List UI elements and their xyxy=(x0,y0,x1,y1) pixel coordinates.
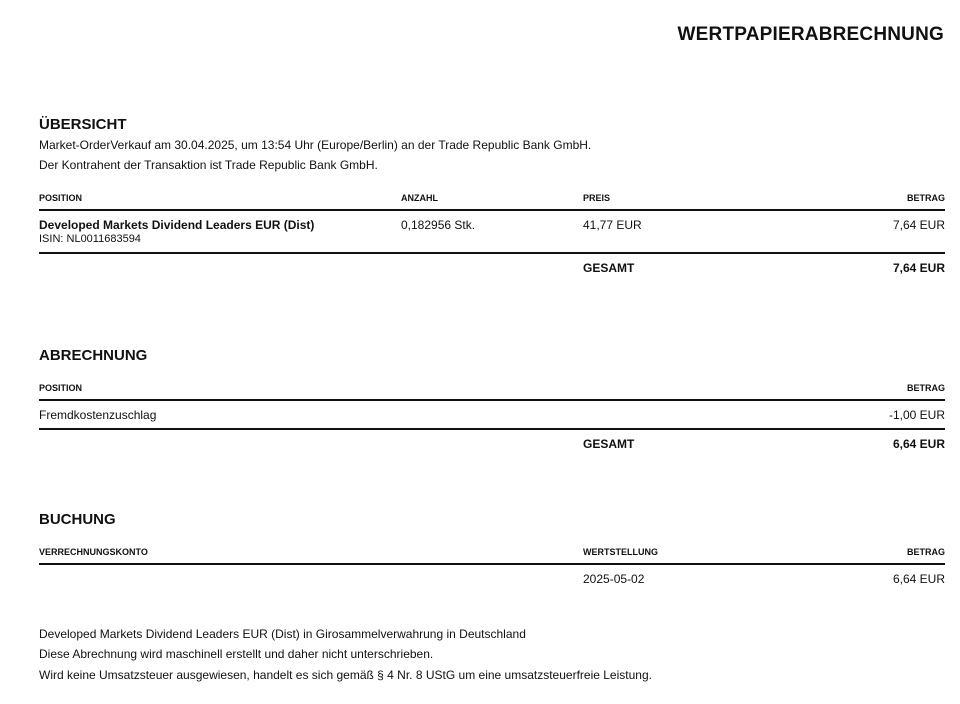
settlement-header-position: POSITION xyxy=(39,383,83,393)
booking-title: BUCHUNG xyxy=(39,511,116,528)
settlement-total-label: GESAMT xyxy=(583,437,635,451)
footer-line-3: Wird keine Umsatzsteuer ausgewiesen, handelt es sich gemäß § 4 Nr. 8 UStG um eine umsatzsteuerfreie Leistung. xyxy=(39,668,652,682)
overview-line-1: Market-OrderVerkauf am 30.04.2025, um 13:54 Uhr (Europe/Berlin) an der Trade Republic Bank GmbH. xyxy=(39,138,592,152)
settlement-total-value: 6,64 EUR xyxy=(892,437,945,451)
overview-title: ÜBERSICHT xyxy=(39,116,127,133)
security-price: 41,77 EUR xyxy=(583,218,642,232)
settlement-header-rule xyxy=(39,399,945,401)
security-isin: ISIN: NL0011683594 xyxy=(39,233,141,245)
security-name: Developed Markets Dividend Leaders EUR (Dist) xyxy=(39,218,315,232)
overview-header-position: POSITION xyxy=(39,193,83,203)
booking-header-betrag: BETRAG xyxy=(907,547,945,557)
footer-line-1: Developed Markets Dividend Leaders EUR (Dist) in Girosammelverwahrung in Deutschland xyxy=(39,627,526,641)
overview-header-betrag: BETRAG xyxy=(907,193,945,203)
security-amount: 7,64 EUR xyxy=(892,218,945,232)
overview-row-rule xyxy=(39,252,945,254)
overview-header-preis: PREIS xyxy=(583,193,611,203)
fee-name: Fremdkostenzuschlag xyxy=(39,408,157,422)
overview-total-label: GESAMT xyxy=(583,261,635,275)
overview-total-value: 7,64 EUR xyxy=(892,261,945,275)
booking-value-date: 2025-05-02 xyxy=(583,572,645,586)
booking-header-wertstellung: WERTSTELLUNG xyxy=(583,547,658,557)
settlement-title: ABRECHNUNG xyxy=(39,347,148,364)
fee-amount: -1,00 EUR xyxy=(888,408,945,422)
settlement-row-rule xyxy=(39,428,945,430)
overview-header-rule xyxy=(39,209,945,211)
overview-header-anzahl: ANZAHL xyxy=(401,193,438,203)
document-title: WERTPAPIERABRECHNUNG xyxy=(677,24,944,45)
booking-header-rule xyxy=(39,563,945,565)
footer-line-2: Diese Abrechnung wird maschinell erstellt und daher nicht unterschrieben. xyxy=(39,647,434,661)
settlement-header-betrag: BETRAG xyxy=(907,383,945,393)
security-quantity: 0,182956 Stk. xyxy=(401,218,476,232)
overview-line-2: Der Kontrahent der Transaktion ist Trade Republic Bank GmbH. xyxy=(39,158,378,172)
booking-amount: 6,64 EUR xyxy=(892,572,945,586)
booking-header-konto: VERRECHNUNGSKONTO xyxy=(39,547,148,557)
